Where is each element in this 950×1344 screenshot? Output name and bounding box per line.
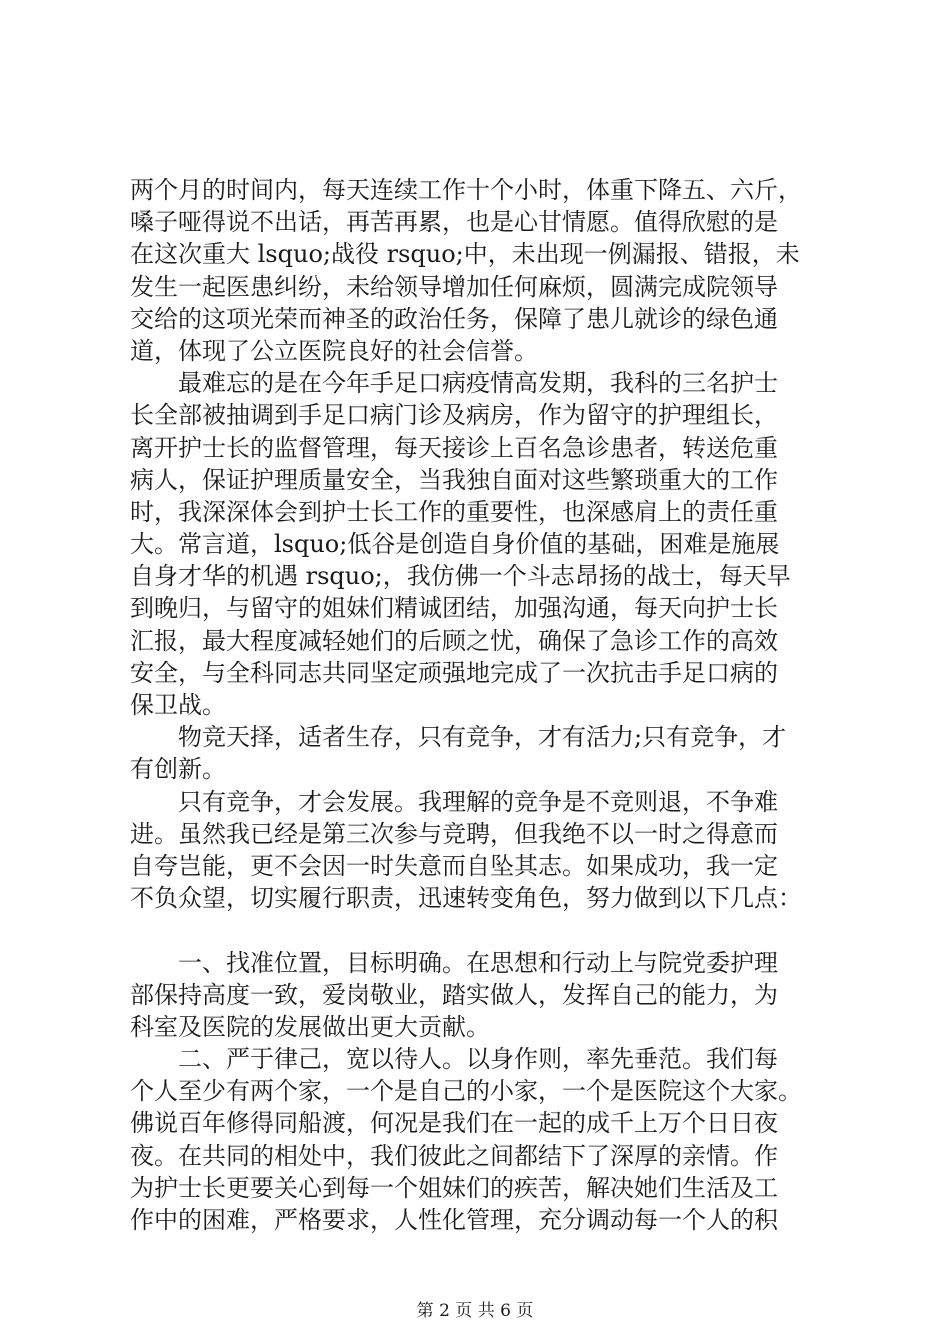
text-line: 自夸岂能，更不会因一时失意而自坠其志。如果成功，我一定	[130, 851, 778, 880]
text-line: 只有竞争，才会发展。我理解的竞争是不竞则退，不争难	[178, 787, 778, 816]
text-line: 离开护士长的监督管理，每天接诊上百名急诊患者，转送危重	[130, 433, 778, 462]
text-line: 保卫战。	[130, 691, 226, 719]
text-line: 大。常言道，lsquo;低谷是创造自身价值的基础，困难是施展	[130, 530, 780, 559]
text-line: 汇报，最大程度减轻她们的后顾之忧，确保了急诊工作的高效	[130, 626, 778, 655]
text-line: 长全部被抽调到手足口病门诊及病房，作为留守的护理组长，	[130, 401, 778, 430]
text-line: 为护士长更要关心到每一个姐妹们的疾苦，解决她们生活及工	[130, 1173, 778, 1202]
text-line: 部保持高度一致，爱岗敬业，踏实做人，发挥自己的能力，为	[130, 980, 778, 1009]
text-line: 物竞天择，适者生存，只有竞争，才有活力;只有竞争，才	[178, 723, 787, 752]
text-line: 两个月的时间内，每天连续工作十个小时，体重下降五、六斤，	[130, 176, 802, 204]
blank-line	[130, 914, 830, 946]
text-line: 嗓子哑得说不出话，再苦再累，也是心甘情愿。值得欣慰的是	[130, 208, 778, 237]
text-line: 作中的困难，严格要求，人性化管理，充分调动每一个人的积	[130, 1206, 778, 1234]
text-line: 时，我深深体会到护士长工作的重要性，也深感肩上的责任重	[130, 497, 778, 526]
text-line: 有创新。	[130, 755, 226, 784]
text-line: 交给的这项光荣而神圣的政治任务，保障了患儿就诊的绿色通	[130, 304, 778, 333]
text-line: 科室及医院的发展做出更大贡献。	[130, 1012, 490, 1041]
text-line: 在这次重大 lsquo;战役 rsquo;中，未出现一例漏报、错报，未	[130, 240, 800, 269]
text-line: 最难忘的是在今年手足口病疫情高发期，我科的三名护士	[178, 369, 778, 398]
page-footer: 第 2 页 共 6 页	[416, 1301, 534, 1321]
text-line: 安全，与全科同志共同坚定顽强地完成了一次抗击手足口病的	[130, 658, 778, 687]
text-line: 个人至少有两个家，一个是自己的小家，一个是医院这个大家。	[130, 1077, 802, 1106]
document-body	[130, 174, 830, 1236]
text-line: 发生一起医患纠纷，未给领导增加任何麻烦，圆满完成院领导	[130, 272, 778, 301]
text-line: 进。虽然我已经是第三次参与竞聘，但我绝不以一时之得意而	[130, 819, 778, 848]
text-line: 夜。在共同的相处中，我们彼此之间都结下了深厚的亲情。作	[130, 1141, 778, 1170]
text-line: 佛说百年修得同船渡，何况是我们在一起的成千上万个日日夜	[130, 1109, 778, 1138]
text-line: 二、严于律己，宽以待人。以身作则，率先垂范。我们每	[178, 1045, 778, 1074]
text-line: 道，体现了公立医院良好的社会信誉。	[130, 336, 538, 365]
text-line: 到晚归，与留守的姐妹们精诚团结，加强沟通，每天向护士长	[130, 594, 778, 623]
text-line: 病人，保证护理质量安全，当我独自面对这些繁琐重大的工作	[130, 465, 778, 494]
text-line: 不负众望，切实履行职责，迅速转变角色，努力做到以下几点：	[130, 884, 802, 913]
text-line: 自身才华的机遇 rsquo;，我仿佛一个斗志昂扬的战士，每天早	[130, 562, 791, 591]
text-line: 一、找准位置，目标明确。在思想和行动上与院党委护理	[178, 948, 778, 977]
